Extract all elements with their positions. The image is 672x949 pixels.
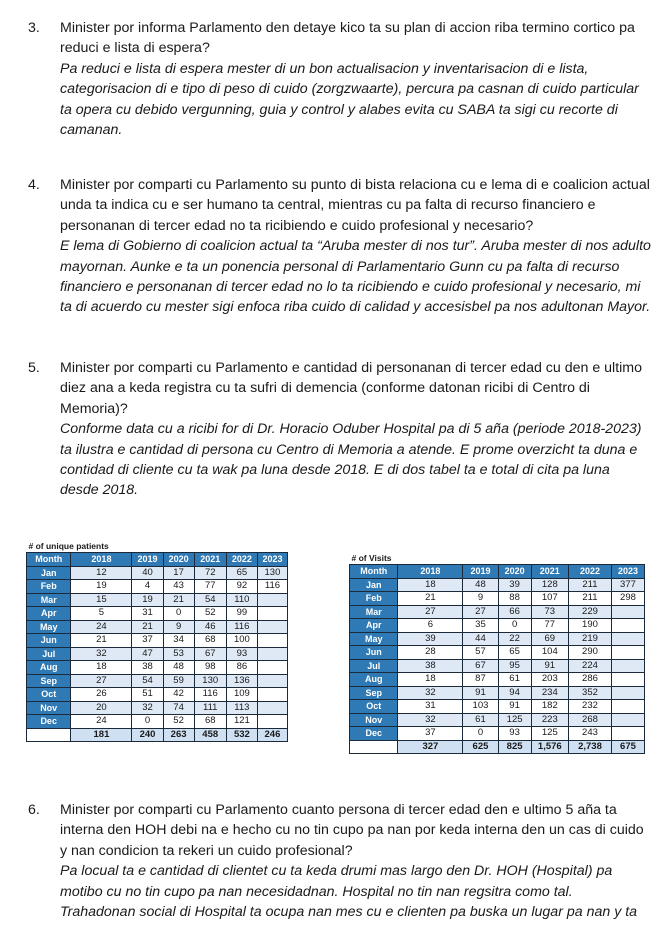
table-row (350, 700, 645, 714)
month-cell: Mar (350, 605, 398, 619)
month-cell: Dec (350, 727, 398, 741)
value-cell: 73 (531, 605, 568, 619)
question-3-number: 3. (28, 20, 40, 36)
total-cell: 675 (611, 740, 644, 754)
month-cell: Sep (350, 686, 398, 700)
column-header: 2023 (611, 565, 644, 579)
table-row (27, 634, 288, 648)
column-header: 2019 (463, 565, 498, 579)
question-4 (28, 175, 652, 318)
table-row (350, 686, 645, 700)
value-cell: 87 (463, 673, 498, 687)
value-cell: 37 (132, 634, 163, 648)
total-cell: 625 (463, 740, 498, 754)
value-cell: 48 (463, 578, 498, 592)
month-cell: Jun (350, 646, 398, 660)
value-cell: 234 (531, 686, 568, 700)
question-5-text: Minister por comparti cu Parlamento e cantidad di personanan di tercer edad cu den e ultimo diez ana a keda registra cu ta sufri di demencia (conforme datonan ricibi di Centro di Memoria)? (60, 360, 643, 417)
value-cell (611, 727, 644, 741)
answer-4-text: E lema di Gobierno di coalicion actual ta “Aruba mester di nos tur”. Aruba mester di nos adulto mayornan. Aunke e ta un ponencia personal di Parlamentario Gunn cu pa falta di recurso financiero e personanan di tercer edad no lo ta ricibiendo e cuido profesional y necesario, mi ta di acuerdo cu mester sigi enfoca riba cuido di calidad y accesisbel pa nos adultonan Mayor. (60, 238, 651, 316)
value-cell: 211 (569, 592, 612, 606)
value-cell: 91 (463, 686, 498, 700)
total-cell: 532 (226, 728, 257, 742)
value-cell: 37 (398, 727, 463, 741)
value-cell: 298 (611, 592, 644, 606)
table-row (27, 580, 288, 594)
column-header: 2022 (226, 553, 257, 567)
value-cell: 59 (163, 674, 194, 688)
value-cell: 32 (71, 647, 132, 661)
question-5 (28, 358, 652, 501)
value-cell: 31 (132, 607, 163, 621)
value-cell: 65 (498, 646, 531, 660)
answer-5-text: Conforme data cu a ricibi for di Dr. Horacio Oduber Hospital pa di 5 aña (periode 2018-2023) ta ilustra e cantidad di persona cu Centro di Memoria a atende. E prome overzicht ta duna e contidad di cliente cu ta wak pa luna desde 2018. E di dos tabel ta e total di cita pa luna desde 2018. (60, 421, 642, 499)
value-cell: 5 (71, 607, 132, 621)
table-row (27, 674, 288, 688)
month-cell: Dec (27, 715, 71, 729)
value-cell: 203 (531, 673, 568, 687)
value-cell (611, 686, 644, 700)
value-cell: 67 (194, 647, 226, 661)
month-cell: May (27, 620, 71, 634)
month-cell: Sep (27, 674, 71, 688)
value-cell: 46 (194, 620, 226, 634)
value-cell: 27 (71, 674, 132, 688)
value-cell: 223 (531, 713, 568, 727)
month-cell: Oct (27, 688, 71, 702)
table-row (27, 715, 288, 729)
value-cell: 39 (498, 578, 531, 592)
month-cell: Jun (27, 634, 71, 648)
month-cell: Mar (27, 593, 71, 607)
month-cell: Jan (350, 578, 398, 592)
value-cell: 27 (398, 605, 463, 619)
value-cell: 67 (463, 659, 498, 673)
value-cell: 18 (398, 578, 463, 592)
value-cell: 95 (498, 659, 531, 673)
value-cell: 42 (163, 688, 194, 702)
value-cell (257, 647, 287, 661)
value-cell: 121 (226, 715, 257, 729)
value-cell (257, 701, 287, 715)
value-cell: 290 (569, 646, 612, 660)
month-cell: Apr (350, 619, 398, 633)
total-cell: 263 (163, 728, 194, 742)
question-3 (28, 18, 652, 140)
table-row (350, 619, 645, 633)
value-cell: 34 (163, 634, 194, 648)
column-header: Month (350, 565, 398, 579)
question-6 (28, 800, 652, 922)
month-cell: Nov (27, 701, 71, 715)
totals-row (350, 740, 645, 754)
value-cell (257, 593, 287, 607)
value-cell: 57 (463, 646, 498, 660)
table-row (350, 673, 645, 687)
value-cell: 72 (194, 566, 226, 580)
value-cell (611, 632, 644, 646)
value-cell (611, 619, 644, 633)
question-4-number: 4. (28, 177, 40, 193)
total-cell (350, 740, 398, 754)
column-header: 2020 (498, 565, 531, 579)
value-cell (257, 620, 287, 634)
value-cell: 4 (132, 580, 163, 594)
total-cell: 2,738 (569, 740, 612, 754)
column-header: 2018 (71, 553, 132, 567)
value-cell: 128 (531, 578, 568, 592)
value-cell (257, 688, 287, 702)
value-cell: 94 (498, 686, 531, 700)
value-cell: 182 (531, 700, 568, 714)
unique-patients-table-body (27, 540, 288, 742)
value-cell: 91 (531, 659, 568, 673)
table-row (27, 607, 288, 621)
table-row (350, 646, 645, 660)
value-cell: 53 (163, 647, 194, 661)
month-cell: Jul (350, 659, 398, 673)
value-cell: 110 (226, 593, 257, 607)
table-row (27, 566, 288, 580)
table-row (350, 632, 645, 646)
table-title: # of Visits (351, 553, 392, 563)
table-header-row (27, 553, 288, 567)
value-cell: 232 (569, 700, 612, 714)
value-cell: 219 (569, 632, 612, 646)
value-cell: 86 (226, 661, 257, 675)
value-cell: 38 (132, 661, 163, 675)
value-cell: 113 (226, 701, 257, 715)
column-header: 2022 (569, 565, 612, 579)
value-cell: 35 (463, 619, 498, 633)
value-cell: 22 (498, 632, 531, 646)
month-cell: Oct (350, 700, 398, 714)
value-cell (257, 634, 287, 648)
value-cell: 0 (163, 607, 194, 621)
table-row (350, 592, 645, 606)
total-cell (27, 728, 71, 742)
value-cell: 21 (163, 593, 194, 607)
value-cell (257, 674, 287, 688)
value-cell: 116 (194, 688, 226, 702)
value-cell: 6 (398, 619, 463, 633)
value-cell: 18 (398, 673, 463, 687)
value-cell (611, 605, 644, 619)
month-cell: Apr (27, 607, 71, 621)
value-cell (611, 673, 644, 687)
value-cell: 43 (163, 580, 194, 594)
value-cell: 111 (194, 701, 226, 715)
total-cell: 246 (257, 728, 287, 742)
value-cell: 32 (398, 686, 463, 700)
answer-6-text: Pa locual ta e cantidad di clientet cu ta keda drumi mas largo den Dr. HOH (Hospital) pa motibo cu no tin cupo pa nan necesidadnan. Hospital no tin nan regsitra como tal. Trahadonan social di Hospital ta ocupa nan mes cu e clienten pa buska un lugar pa nan y ta (60, 863, 638, 921)
value-cell (611, 659, 644, 673)
value-cell (611, 700, 644, 714)
table-row (27, 688, 288, 702)
value-cell: 19 (71, 580, 132, 594)
value-cell: 0 (463, 727, 498, 741)
table-row (27, 620, 288, 634)
value-cell: 93 (498, 727, 531, 741)
value-cell: 24 (71, 620, 132, 634)
value-cell: 224 (569, 659, 612, 673)
value-cell: 136 (226, 674, 257, 688)
value-cell: 61 (463, 713, 498, 727)
value-cell: 9 (463, 592, 498, 606)
value-cell: 286 (569, 673, 612, 687)
question-6-number: 6. (28, 802, 40, 818)
visits-table-body (350, 552, 645, 754)
value-cell: 52 (163, 715, 194, 729)
table-caption-row (27, 540, 288, 553)
month-cell: Aug (27, 661, 71, 675)
table-title: # of unique patients (28, 541, 109, 551)
table-row (350, 659, 645, 673)
value-cell: 93 (226, 647, 257, 661)
value-cell: 69 (531, 632, 568, 646)
value-cell: 28 (398, 646, 463, 660)
value-cell (257, 715, 287, 729)
total-cell: 825 (498, 740, 531, 754)
value-cell: 0 (498, 619, 531, 633)
total-cell: 327 (398, 740, 463, 754)
total-cell: 458 (194, 728, 226, 742)
value-cell: 190 (569, 619, 612, 633)
month-cell: May (350, 632, 398, 646)
value-cell: 51 (132, 688, 163, 702)
table-row (27, 701, 288, 715)
value-cell: 15 (71, 593, 132, 607)
value-cell: 99 (226, 607, 257, 621)
question-3-text: Minister por informa Parlamento den detaye kico ta su plan di accion riba termino cortico pa reduci e lista di espera? (60, 20, 635, 57)
column-header: 2023 (257, 553, 287, 567)
value-cell: 21 (132, 620, 163, 634)
value-cell: 18 (71, 661, 132, 675)
value-cell: 0 (132, 715, 163, 729)
value-cell: 116 (226, 620, 257, 634)
question-5-number: 5. (28, 360, 40, 376)
value-cell: 12 (71, 566, 132, 580)
value-cell (257, 607, 287, 621)
value-cell: 39 (398, 632, 463, 646)
value-cell: 103 (463, 700, 498, 714)
value-cell: 125 (531, 727, 568, 741)
column-header: 2018 (398, 565, 463, 579)
month-cell: Jan (27, 566, 71, 580)
value-cell: 130 (194, 674, 226, 688)
value-cell: 352 (569, 686, 612, 700)
column-header: Month (27, 553, 71, 567)
value-cell: 40 (132, 566, 163, 580)
visits-table (349, 552, 645, 754)
value-cell: 32 (132, 701, 163, 715)
value-cell: 27 (463, 605, 498, 619)
value-cell: 31 (398, 700, 463, 714)
value-cell: 26 (71, 688, 132, 702)
value-cell: 65 (226, 566, 257, 580)
month-cell: Feb (27, 580, 71, 594)
table-row (350, 578, 645, 592)
value-cell: 229 (569, 605, 612, 619)
totals-row (27, 728, 288, 742)
value-cell: 107 (531, 592, 568, 606)
value-cell: 377 (611, 578, 644, 592)
value-cell: 243 (569, 727, 612, 741)
value-cell: 268 (569, 713, 612, 727)
value-cell: 47 (132, 647, 163, 661)
value-cell: 52 (194, 607, 226, 621)
value-cell: 109 (226, 688, 257, 702)
value-cell: 91 (498, 700, 531, 714)
column-header: 2019 (132, 553, 163, 567)
value-cell: 24 (71, 715, 132, 729)
value-cell: 48 (163, 661, 194, 675)
table-row (27, 593, 288, 607)
answer-3-text: Pa reduci e lista di espera mester di un bon actualisacion y inventarisacion di e lista, categorisacion di e tipo di peso di cuido (zorgzwaarte), percura pa casnan di cuido particular ta opera cu debido vergunning, guia y control y alabes evita cu SABA ta sigi cu recorte di camanan. (60, 60, 639, 139)
table-row (27, 647, 288, 661)
value-cell: 9 (163, 620, 194, 634)
value-cell: 17 (163, 566, 194, 580)
value-cell: 19 (132, 593, 163, 607)
value-cell: 211 (569, 578, 612, 592)
value-cell: 92 (226, 580, 257, 594)
table-caption-row (350, 552, 645, 565)
value-cell: 116 (257, 580, 287, 594)
value-cell: 130 (257, 566, 287, 580)
month-cell: Feb (350, 592, 398, 606)
total-cell: 1,576 (531, 740, 568, 754)
value-cell: 68 (194, 715, 226, 729)
column-header: 2020 (163, 553, 194, 567)
value-cell: 77 (194, 580, 226, 594)
value-cell: 38 (398, 659, 463, 673)
value-cell: 125 (498, 713, 531, 727)
question-4-text: Minister por comparti cu Parlamento su punto di bista relaciona cu e lema di e coalicion actual unda ta indica cu e ser humano ta central, mientras cu pa falta di recurso financiero e personanan di tercer edad no ta ricibiendo e cuido profesional y necesario? (60, 177, 650, 234)
table-row (350, 713, 645, 727)
total-cell: 240 (132, 728, 163, 742)
unique-patients-table (26, 540, 288, 742)
value-cell: 20 (71, 701, 132, 715)
value-cell (257, 661, 287, 675)
month-cell: Aug (350, 673, 398, 687)
value-cell: 32 (398, 713, 463, 727)
value-cell: 21 (398, 592, 463, 606)
value-cell: 98 (194, 661, 226, 675)
value-cell (611, 713, 644, 727)
value-cell: 88 (498, 592, 531, 606)
column-header: 2021 (531, 565, 568, 579)
value-cell: 54 (132, 674, 163, 688)
value-cell: 100 (226, 634, 257, 648)
table-row (350, 727, 645, 741)
month-cell: Nov (350, 713, 398, 727)
value-cell: 77 (531, 619, 568, 633)
value-cell: 68 (194, 634, 226, 648)
value-cell: 74 (163, 701, 194, 715)
table-header-row (350, 565, 645, 579)
value-cell: 21 (71, 634, 132, 648)
value-cell: 104 (531, 646, 568, 660)
table-row (350, 605, 645, 619)
column-header: 2021 (194, 553, 226, 567)
value-cell: 61 (498, 673, 531, 687)
table-row (27, 661, 288, 675)
month-cell: Jul (27, 647, 71, 661)
value-cell: 66 (498, 605, 531, 619)
total-cell: 181 (71, 728, 132, 742)
question-6-text: Minister por comparti cu Parlamento cuanto persona di tercer edad den e ultimo 5 aña ta interna den HOH debi na e hecho cu no tin cupo pa nan por keda interna den un cas di cuido y nan condicion ta rekeri un cuido profesional? (60, 802, 644, 859)
value-cell: 44 (463, 632, 498, 646)
value-cell (611, 646, 644, 660)
value-cell: 54 (194, 593, 226, 607)
